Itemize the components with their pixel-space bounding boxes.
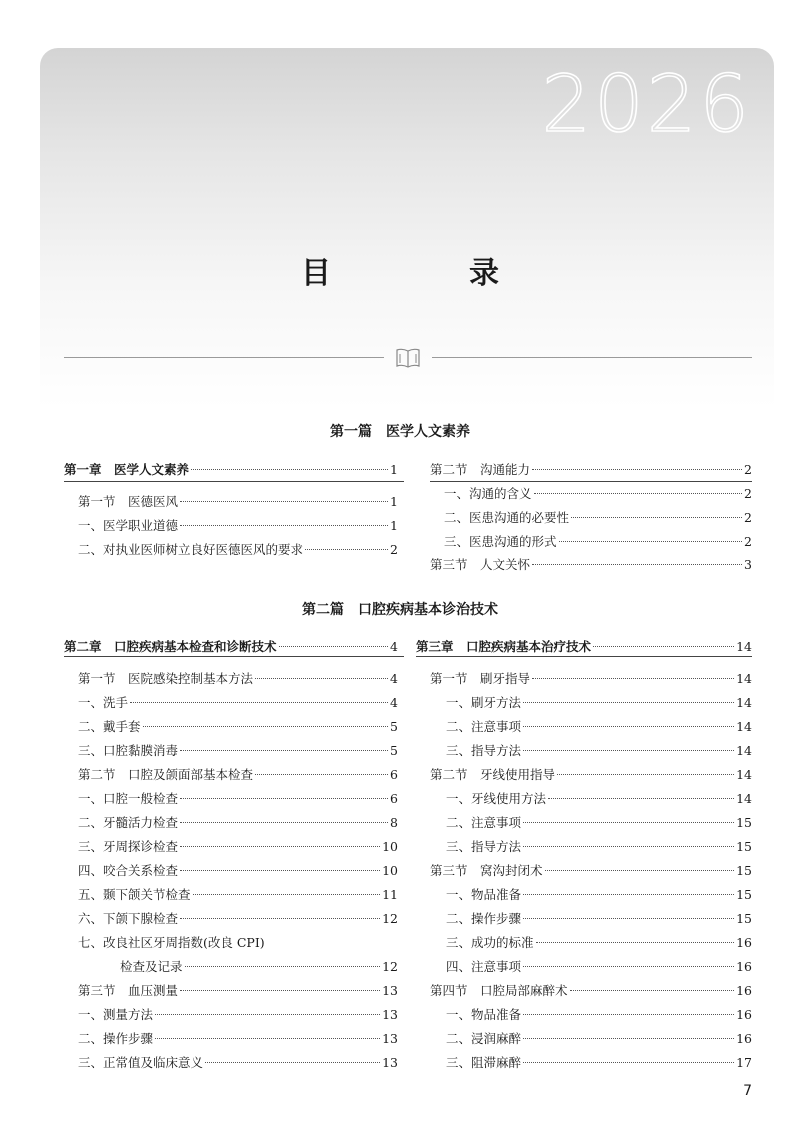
chapter-rule (430, 481, 752, 482)
entry-title: 二、浸润麻醉 (446, 1031, 522, 1046)
entry-page-number: 10 (382, 863, 398, 878)
dot-leader (205, 1062, 380, 1063)
dot-leader (191, 469, 388, 470)
dot-leader (180, 870, 380, 871)
dot-leader (180, 918, 380, 919)
toc-item-entry[interactable] (446, 694, 752, 712)
dot-leader (180, 525, 388, 526)
entry-title: 二、注意事项 (446, 719, 522, 734)
dot-leader (523, 966, 734, 967)
dot-leader (279, 646, 389, 647)
entry-page-number: 14 (736, 791, 752, 806)
entry-title: 第一节 医德医风 (78, 494, 179, 509)
entry-page-number: 2 (744, 486, 752, 501)
dot-leader (523, 1038, 734, 1039)
entry-page-number: 16 (736, 935, 752, 950)
toc-item-entry[interactable] (446, 910, 752, 928)
dot-leader (185, 966, 381, 967)
toc-item-entry[interactable] (444, 485, 752, 503)
entry-page-number: 15 (736, 815, 752, 830)
entry-title: 第一节 医院感染控制基本方法 (78, 671, 254, 686)
entry-title: 第三节 血压测量 (78, 983, 179, 998)
toc-item-entry[interactable] (446, 958, 752, 976)
toc-section-entry[interactable] (430, 670, 752, 688)
year-watermark: 2026 (541, 60, 752, 150)
toc-item-entry[interactable] (446, 934, 752, 952)
toc-item-entry[interactable] (446, 1054, 752, 1072)
dot-leader (143, 726, 389, 727)
dot-leader (305, 549, 388, 550)
toc-section-entry[interactable] (430, 766, 752, 784)
entry-page-number: 17 (736, 1055, 752, 1070)
dot-leader (180, 750, 388, 751)
dot-leader (523, 702, 734, 703)
entry-title: 一、医学职业道德 (78, 518, 179, 533)
entry-title: 七、改良社区牙周指数(改良 CPI) (78, 935, 265, 950)
toc-section-entry[interactable] (78, 670, 398, 688)
entry-title: 第三章 口腔疾病基本治疗技术 (416, 639, 592, 654)
dot-leader (523, 846, 734, 847)
chapter-rule (64, 481, 404, 482)
entry-title: 二、医患沟通的必要性 (444, 510, 570, 525)
dot-leader (193, 894, 381, 895)
dot-leader (523, 918, 734, 919)
dot-leader (180, 822, 388, 823)
entry-page-number: 14 (736, 767, 752, 782)
entry-page-number: 13 (382, 1055, 398, 1070)
dot-leader (534, 493, 743, 494)
toc-section-entry[interactable] (430, 982, 752, 1000)
entry-title: 四、咬合关系检查 (78, 863, 179, 878)
entry-page-number: 1 (390, 518, 398, 533)
entry-page-number: 16 (736, 1031, 752, 1046)
entry-title: 一、洗手 (78, 695, 129, 710)
entry-page-number: 2 (744, 510, 752, 525)
dot-leader (155, 1014, 380, 1015)
page-title: 目 录 (301, 256, 553, 291)
entry-page-number: 2 (744, 462, 752, 477)
entry-title: 三、指导方法 (446, 743, 522, 758)
dot-leader (559, 541, 743, 542)
entry-title: 三、正常值及临床意义 (78, 1055, 204, 1070)
dot-leader (593, 646, 734, 647)
entry-page-number: 2 (744, 534, 752, 549)
toc-item-entry[interactable] (446, 790, 752, 808)
entry-page-number: 15 (736, 863, 752, 878)
entry-page-number: 4 (390, 639, 398, 654)
entry-page-number: 13 (382, 1031, 398, 1046)
entry-page-number: 6 (390, 767, 398, 782)
toc-item-entry[interactable] (78, 517, 398, 535)
entry-title: 二、操作步骤 (78, 1031, 154, 1046)
entry-title: 第二节 沟通能力 (430, 462, 531, 477)
entry-page-number: 16 (736, 1007, 752, 1022)
entry-page-number: 14 (736, 719, 752, 734)
toc-chapter-entry[interactable] (416, 638, 752, 656)
dot-leader (557, 774, 734, 775)
toc-section-entry[interactable] (430, 862, 752, 880)
entry-title: 一、物品准备 (446, 1007, 522, 1022)
toc-item-entry[interactable] (446, 838, 752, 856)
entry-title: 一、牙线使用方法 (446, 791, 547, 806)
page-number: 7 (743, 1083, 752, 1099)
dot-leader (255, 678, 388, 679)
entry-title: 二、牙髓活力检查 (78, 815, 179, 830)
dot-leader (130, 702, 388, 703)
toc-section-entry[interactable] (78, 766, 398, 784)
dot-leader (532, 564, 742, 565)
dot-leader (180, 501, 388, 502)
toc-item-entry[interactable] (446, 814, 752, 832)
entry-page-number: 6 (390, 791, 398, 806)
toc-item-entry[interactable] (78, 790, 398, 808)
entry-title: 第一节 刷牙指导 (430, 671, 531, 686)
toc-item-entry[interactable] (78, 541, 398, 559)
entry-page-number: 14 (736, 695, 752, 710)
toc-item-entry-continued[interactable] (120, 958, 398, 976)
chapter-rule (64, 656, 404, 657)
toc-item-entry[interactable] (446, 718, 752, 736)
dot-leader (570, 990, 735, 991)
entry-page-number: 15 (736, 839, 752, 854)
entry-title: 第四节 口腔局部麻醉术 (430, 983, 568, 998)
entry-title: 三、指导方法 (446, 839, 522, 854)
entry-title: 一、刷牙方法 (446, 695, 522, 710)
entry-page-number: 14 (736, 639, 752, 654)
entry-page-number: 13 (382, 1007, 398, 1022)
toc-item-entry[interactable] (446, 1030, 752, 1048)
dot-leader (545, 870, 735, 871)
entry-title: 四、注意事项 (446, 959, 522, 974)
dot-leader (523, 1014, 734, 1015)
entry-page-number: 3 (744, 557, 752, 572)
part-title: 第一篇 医学人文素养 (330, 424, 470, 440)
toc-item-entry[interactable] (78, 934, 398, 952)
title-divider (64, 346, 752, 370)
entry-page-number: 2 (390, 542, 398, 557)
dot-leader (523, 822, 734, 823)
dot-leader (155, 1038, 380, 1039)
toc-item-entry[interactable] (78, 1006, 398, 1024)
chapter-rule (416, 656, 752, 657)
dot-leader (536, 942, 735, 943)
toc-item-entry[interactable] (78, 886, 398, 904)
entry-title: 二、操作步骤 (446, 911, 522, 926)
entry-title: 三、口腔黏膜消毒 (78, 743, 179, 758)
entry-title: 二、注意事项 (446, 815, 522, 830)
entry-title: 三、阻滞麻醉 (446, 1055, 522, 1070)
toc-item-entry[interactable] (446, 742, 752, 760)
entry-title: 第二章 口腔疾病基本检查和诊断技术 (64, 639, 277, 654)
toc-section-entry[interactable] (430, 461, 752, 479)
toc-item-entry[interactable] (78, 838, 398, 856)
toc-item-entry[interactable] (78, 1030, 398, 1048)
entry-title: 第二节 牙线使用指导 (430, 767, 556, 782)
entry-page-number: 14 (736, 671, 752, 686)
entry-page-number: 4 (390, 695, 398, 710)
toc-item-entry[interactable] (78, 742, 398, 760)
dot-leader (571, 517, 742, 518)
entry-page-number: 11 (382, 887, 398, 902)
entry-title: 第三节 人文关怀 (430, 557, 531, 572)
entry-page-number: 12 (382, 911, 398, 926)
toc-section-entry[interactable] (430, 556, 752, 574)
toc-item-entry[interactable] (78, 814, 398, 832)
dot-leader (523, 1062, 734, 1063)
toc-chapter-entry[interactable] (64, 638, 398, 656)
entry-title: 三、医患沟通的形式 (444, 534, 557, 549)
toc-item-entry[interactable] (444, 509, 752, 527)
toc-item-entry[interactable] (78, 910, 398, 928)
entry-title: 二、对执业医师树立良好医德医风的要求 (78, 542, 304, 557)
entry-page-number: 15 (736, 911, 752, 926)
toc-section-entry[interactable] (78, 982, 398, 1000)
entry-title: 第一章 医学人文素养 (64, 462, 190, 477)
toc-item-entry[interactable] (78, 1054, 398, 1072)
entry-page-number: 4 (390, 671, 398, 686)
entry-page-number: 16 (736, 959, 752, 974)
entry-title: 三、牙周探诊检查 (78, 839, 179, 854)
dot-leader (523, 894, 734, 895)
dot-leader (180, 990, 380, 991)
toc-item-entry[interactable] (446, 1006, 752, 1024)
entry-page-number: 1 (390, 462, 398, 477)
toc-item-entry[interactable] (444, 533, 752, 551)
entry-page-number: 8 (390, 815, 398, 830)
entry-title: 一、沟通的含义 (444, 486, 532, 501)
entry-page-number: 1 (390, 494, 398, 509)
entry-title: 三、成功的标准 (446, 935, 534, 950)
entry-page-number: 5 (390, 719, 398, 734)
toc-chapter-entry[interactable] (64, 461, 398, 479)
entry-page-number: 15 (736, 887, 752, 902)
entry-page-number: 10 (382, 839, 398, 854)
toc-item-entry[interactable] (446, 886, 752, 904)
dot-leader (523, 726, 734, 727)
part-title: 第二篇 口腔疾病基本诊治技术 (302, 602, 498, 618)
entry-title: 一、物品准备 (446, 887, 522, 902)
toc-item-entry[interactable] (78, 718, 398, 736)
dot-leader (532, 469, 742, 470)
dot-leader (180, 846, 380, 847)
entry-title: 检查及记录 (120, 959, 183, 974)
entry-page-number: 5 (390, 743, 398, 758)
entry-title: 五、颞下颌关节检查 (78, 887, 191, 902)
entry-page-number: 16 (736, 983, 752, 998)
entry-page-number: 14 (736, 743, 752, 758)
dot-leader (548, 798, 734, 799)
open-book-icon (394, 346, 422, 370)
entry-title: 一、测量方法 (78, 1007, 154, 1022)
toc-section-entry[interactable] (78, 493, 398, 511)
entry-title: 二、戴手套 (78, 719, 141, 734)
entry-title: 第三节 窝沟封闭术 (430, 863, 543, 878)
dot-leader (532, 678, 734, 679)
entry-title: 第二节 口腔及颌面部基本检查 (78, 767, 254, 782)
dot-leader (255, 774, 388, 775)
entry-page-number: 13 (382, 983, 398, 998)
dot-leader (180, 798, 388, 799)
dot-leader (523, 750, 734, 751)
entry-title: 一、口腔一般检查 (78, 791, 179, 806)
toc-item-entry[interactable] (78, 862, 398, 880)
entry-page-number: 12 (382, 959, 398, 974)
entry-title: 六、下颌下腺检查 (78, 911, 179, 926)
toc-item-entry[interactable] (78, 694, 398, 712)
